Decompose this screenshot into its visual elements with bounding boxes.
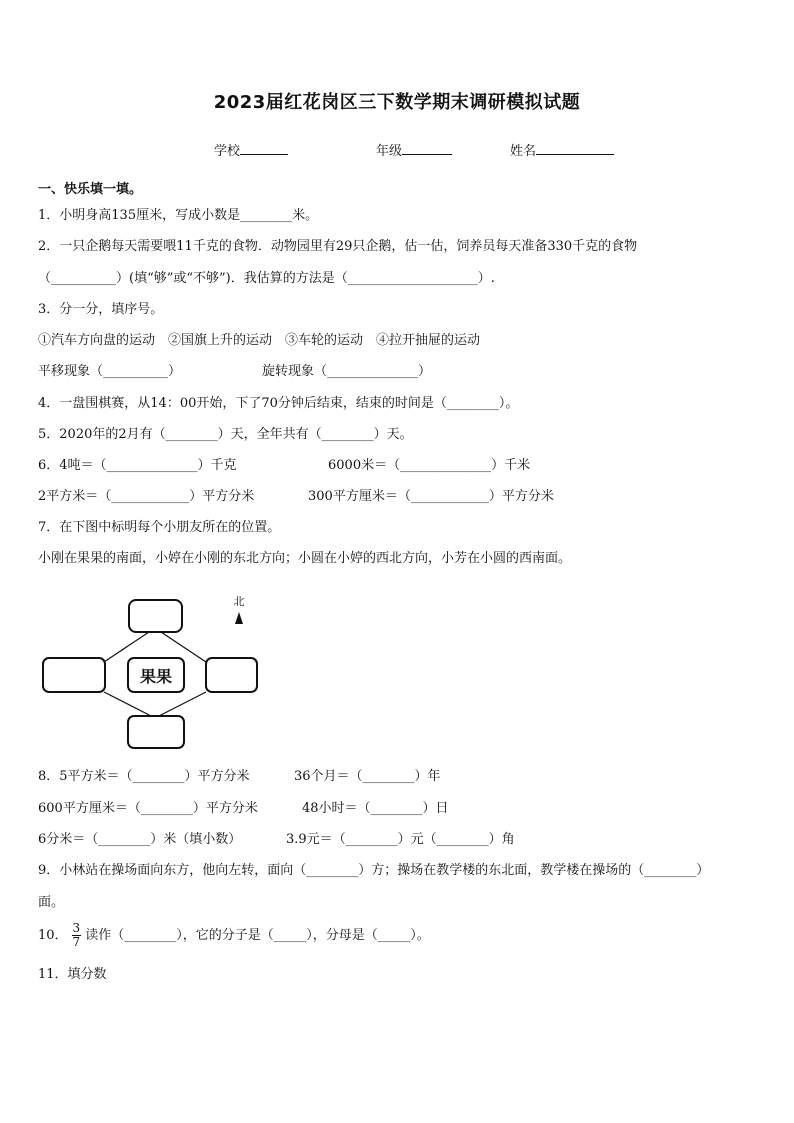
question-6-d: 300平方厘米＝（____________）平方分米 — [308, 489, 554, 504]
question-8-d: 48小时＝（________）日 — [302, 801, 449, 816]
question-2-line-2: （__________）(填“够”或“不够”)．我估算的方法是（____________________）. — [38, 271, 495, 286]
question-3-rotation: 旋转现象（______________） — [262, 364, 432, 379]
question-3-items: ①汽车方向盘的运动 ②国旗上升的运动 ③车轮的运动 ④拉开抽屉的运动 — [38, 333, 481, 348]
name-field — [510, 140, 614, 159]
question-9-line-2: 面。 — [38, 895, 65, 910]
grade-label: 年级 — [376, 144, 403, 159]
school-label: 学校 — [214, 144, 241, 159]
question-8-e: 6分米＝（________）米（填小数） — [38, 832, 242, 847]
question-8-f: 3.9元＝（________）元（________）角 — [286, 832, 515, 847]
east-box[interactable] — [206, 658, 257, 692]
fraction-denominator: 7 — [72, 935, 81, 949]
question-10-text: 读作（________），它的分子是（_____），分母是（_____）。 — [85, 928, 430, 943]
north-box[interactable] — [129, 600, 182, 632]
question-6-b: 6000米＝（______________）千米 — [328, 458, 531, 473]
fraction — [72, 922, 82, 949]
grade-blank[interactable] — [402, 140, 452, 155]
question-9-line-1: 9．小林站在操场面向东方，他向左转，面向（________）方；操场在教学楼的东北面，教学楼在操场的（________） — [38, 863, 710, 878]
position-diagram — [36, 590, 276, 755]
connector-se — [155, 692, 206, 718]
center-label: 果果 — [139, 667, 173, 686]
question-6-a: 6．4吨＝（______________）千克 — [38, 458, 237, 473]
south-box[interactable] — [128, 716, 184, 748]
section-heading: 一、快乐填一填。 — [38, 182, 143, 197]
school-field — [214, 140, 288, 159]
name-blank[interactable] — [536, 140, 614, 155]
question-10 — [38, 922, 430, 949]
west-box[interactable] — [43, 658, 105, 692]
question-8-a: 8．5平方米＝（________）平方分米 — [38, 769, 250, 784]
question-7-description: 小刚在果果的南面，小婷在小刚的东北方向；小圆在小婷的西北方向，小芳在小圆的西南面。 — [38, 551, 572, 566]
question-6-c: 2平方米＝（____________）平方分米 — [38, 489, 255, 504]
question-8-c: 600平方厘米＝（________）平方分米 — [38, 801, 258, 816]
question-2-line-1: 2．一只企鹅每天需要喂11千克的食物．动物园里有29只企鹅，估一估，饲养员每天准备330千克的食物 — [38, 239, 638, 254]
school-blank[interactable] — [240, 140, 288, 155]
question-4: 4．一盘围棋赛，从14：00开始，下了70分钟后结束，结束的时间是（________）。 — [38, 396, 519, 411]
connector-nw — [104, 628, 155, 662]
connector-sw — [104, 692, 155, 718]
question-3-translation: 平移现象（__________） — [38, 364, 182, 379]
exam-title: 2023届红花岗区三下数学期末调研模拟试题 — [213, 92, 581, 113]
north-arrow-icon — [235, 612, 243, 624]
question-11: 11．填分数 — [38, 967, 107, 982]
connector-ne — [155, 628, 206, 662]
question-1: 1．小明身高135厘米，写成小数是________米。 — [38, 208, 319, 223]
question-5: 5．2020年的2月有（________）天，全年共有（________）天。 — [38, 427, 413, 442]
question-10-number: 10． — [38, 928, 68, 943]
question-7-title: 7．在下图中标明每个小朋友所在的位置。 — [38, 520, 281, 535]
north-label: 北 — [233, 595, 245, 608]
grade-field — [376, 140, 452, 159]
question-8-b: 36个月＝（________）年 — [294, 769, 441, 784]
name-label: 姓名 — [510, 144, 537, 159]
fraction-numerator: 3 — [72, 921, 81, 935]
question-3-title: 3．分一分，填序号。 — [38, 302, 164, 317]
